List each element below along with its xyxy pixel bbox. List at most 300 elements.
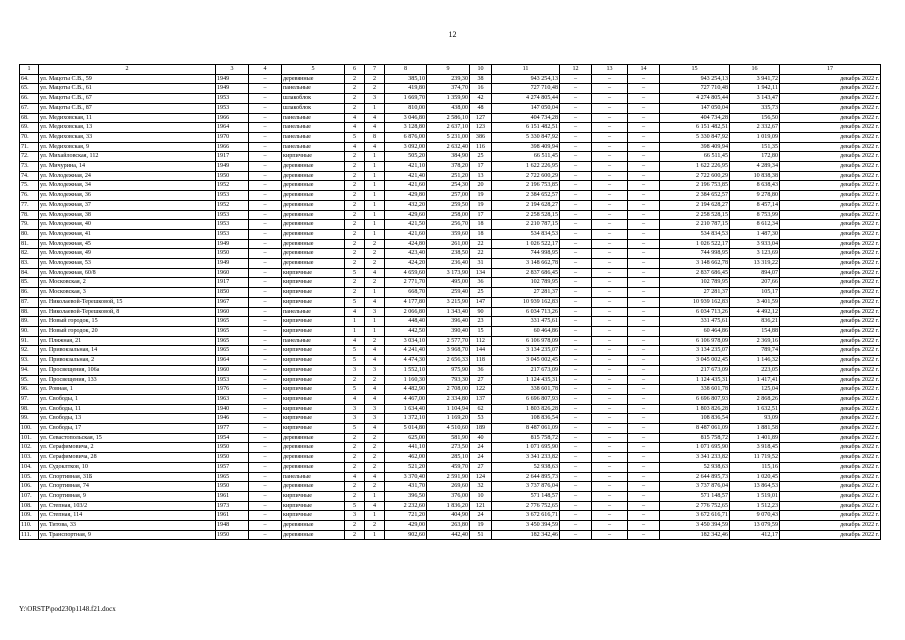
cell-deadline: декабрь 2022 г. xyxy=(780,259,881,269)
cell-living-area: 442,40 xyxy=(427,530,470,540)
cell-living-area: 263,80 xyxy=(427,521,470,531)
cell-residents: 18 xyxy=(470,229,492,239)
cell-col-14: – xyxy=(628,394,660,404)
cell-total-area: 423,40 xyxy=(385,249,427,259)
cell-deadline: декабрь 2022 г. xyxy=(780,385,881,395)
cell-residents: 31 xyxy=(470,259,492,269)
cell-cost-per-sqm: 1 519,01 xyxy=(730,491,780,501)
cell-row-number: 101. xyxy=(20,433,39,443)
cell-floors: 5 xyxy=(345,356,365,366)
cell-cost-total: 1 124 435,31 xyxy=(492,375,560,385)
cell-wall-material: деревянные xyxy=(282,521,345,531)
cell-col-12: – xyxy=(560,443,592,453)
cell-col-4: – xyxy=(249,414,282,424)
table-row xyxy=(20,521,881,531)
cell-cost-program: 147 050,04 xyxy=(660,103,730,113)
cell-entrances: 2 xyxy=(365,336,385,346)
cell-col-13: – xyxy=(592,307,628,317)
cell-cost-per-sqm: 1 146,32 xyxy=(730,356,780,366)
cell-cost-total: 6 696 807,93 xyxy=(492,394,560,404)
table-row xyxy=(20,336,881,346)
cell-floors: 2 xyxy=(345,74,365,84)
cell-wall-material: кирпичные xyxy=(282,414,345,424)
cell-residents: 22 xyxy=(470,249,492,259)
cell-address: ул. Спортивная, 9 xyxy=(39,491,216,501)
cell-cost-program: 2 644 895,73 xyxy=(660,472,730,482)
cell-residents: 40 xyxy=(470,433,492,443)
cell-deadline: декабрь 2022 г. xyxy=(780,356,881,366)
cell-row-number: 108. xyxy=(20,501,39,511)
cell-living-area: 374,70 xyxy=(427,84,470,94)
column-header-year-built: 3 xyxy=(216,65,249,75)
cell-total-area: 4 659,60 xyxy=(385,268,427,278)
cell-row-number: 66. xyxy=(20,94,39,104)
cell-cost-total: 6 151 482,51 xyxy=(492,123,560,133)
cell-row-number: 92. xyxy=(20,346,39,356)
cell-wall-material: панельные xyxy=(282,113,345,123)
cell-col-13: – xyxy=(592,239,628,249)
cell-cost-per-sqm: 1 942,11 xyxy=(730,84,780,94)
cell-address: ул. Титова, 33 xyxy=(39,521,216,531)
cell-row-number: 73. xyxy=(20,162,39,172)
cell-residents: 386 xyxy=(470,132,492,142)
cell-cost-per-sqm: 1 020,45 xyxy=(730,472,780,482)
cell-col-13: – xyxy=(592,453,628,463)
cell-col-13: – xyxy=(592,424,628,434)
cell-wall-material: деревянные xyxy=(282,433,345,443)
cell-cost-total: 6 034 713,26 xyxy=(492,307,560,317)
cell-entrances: 1 xyxy=(365,288,385,298)
cell-cost-total: 3 045 002,45 xyxy=(492,356,560,366)
cell-living-area: 3 968,70 xyxy=(427,346,470,356)
cell-residents: 127 xyxy=(470,113,492,123)
cell-address: ул. Николаевой-Терешковой, 15 xyxy=(39,297,216,307)
cell-living-area: 1 104,94 xyxy=(427,404,470,414)
cell-living-area: 236,40 xyxy=(427,259,470,269)
cell-cost-total: 10 939 162,83 xyxy=(492,297,560,307)
cell-row-number: 86. xyxy=(20,288,39,298)
cell-cost-program: 6 696 807,93 xyxy=(660,394,730,404)
cell-residents: 38 xyxy=(470,74,492,84)
cell-living-area: 1 343,40 xyxy=(427,307,470,317)
cell-cost-total: 1 071 695,90 xyxy=(492,443,560,453)
cell-col-4: – xyxy=(249,132,282,142)
cell-row-number: 84. xyxy=(20,268,39,278)
cell-col-13: – xyxy=(592,365,628,375)
cell-wall-material: деревянные xyxy=(282,200,345,210)
cell-cost-program: 5 330 847,92 xyxy=(660,132,730,142)
cell-residents: 15 xyxy=(470,326,492,336)
cell-col-14: – xyxy=(628,200,660,210)
cell-col-4: – xyxy=(249,113,282,123)
cell-cost-total: 2 194 628,27 xyxy=(492,200,560,210)
cell-cost-per-sqm: 8 638,43 xyxy=(730,181,780,191)
cell-cost-program: 6 034 713,26 xyxy=(660,307,730,317)
cell-year-built: 1953 xyxy=(216,375,249,385)
cell-deadline: декабрь 2022 г. xyxy=(780,336,881,346)
cell-row-number: 110. xyxy=(20,521,39,531)
cell-col-13: – xyxy=(592,482,628,492)
cell-floors: 2 xyxy=(345,433,365,443)
column-header-col-4: 4 xyxy=(249,65,282,75)
cell-deadline: декабрь 2022 г. xyxy=(780,113,881,123)
cell-col-4: – xyxy=(249,530,282,540)
cell-address: ул. Молодежная, 40 xyxy=(39,220,216,230)
cell-cost-per-sqm: 789,74 xyxy=(730,346,780,356)
cell-cost-total: 2 384 652,57 xyxy=(492,191,560,201)
cell-address: ул. Медиховская, 11 xyxy=(39,113,216,123)
cell-cost-per-sqm: 335,73 xyxy=(730,103,780,113)
cell-col-12: – xyxy=(560,511,592,521)
cell-address: ул. Московская, 3 xyxy=(39,288,216,298)
cell-residents: 62 xyxy=(470,404,492,414)
cell-year-built: 1960 xyxy=(216,307,249,317)
cell-residents: 19 xyxy=(470,200,492,210)
cell-deadline: декабрь 2022 г. xyxy=(780,220,881,230)
cell-wall-material: деревянные xyxy=(282,482,345,492)
cell-total-area: 385,10 xyxy=(385,74,427,84)
cell-total-area: 462,00 xyxy=(385,453,427,463)
cell-col-4: – xyxy=(249,404,282,414)
cell-total-area: 1 669,70 xyxy=(385,94,427,104)
cell-year-built: 1965 xyxy=(216,336,249,346)
cell-floors: 5 xyxy=(345,297,365,307)
cell-year-built: 1967 xyxy=(216,297,249,307)
cell-address: ул. Молодежная, 60/8 xyxy=(39,268,216,278)
cell-cost-per-sqm: 2 369,16 xyxy=(730,336,780,346)
cell-col-13: – xyxy=(592,385,628,395)
cell-cost-per-sqm: 1 417,41 xyxy=(730,375,780,385)
cell-living-area: 2 656,33 xyxy=(427,356,470,366)
cell-col-14: – xyxy=(628,462,660,472)
cell-cost-per-sqm: 3 918,45 xyxy=(730,443,780,453)
cell-col-14: – xyxy=(628,491,660,501)
cell-wall-material: кирпичные xyxy=(282,511,345,521)
cell-col-14: – xyxy=(628,103,660,113)
cell-col-14: – xyxy=(628,288,660,298)
cell-living-area: 376,00 xyxy=(427,491,470,501)
cell-residents: 25 xyxy=(470,288,492,298)
cell-living-area: 359,60 xyxy=(427,229,470,239)
table-row xyxy=(20,220,881,230)
cell-floors: 5 xyxy=(345,501,365,511)
cell-col-12: – xyxy=(560,152,592,162)
cell-col-12: – xyxy=(560,297,592,307)
cell-col-14: – xyxy=(628,123,660,133)
cell-cost-total: 3 134 235,07 xyxy=(492,346,560,356)
cell-row-number: 105. xyxy=(20,472,39,482)
cell-living-area: 2 632,40 xyxy=(427,142,470,152)
cell-col-4: – xyxy=(249,84,282,94)
table-row xyxy=(20,317,881,327)
cell-cost-per-sqm: 93,09 xyxy=(730,414,780,424)
cell-total-area: 3 128,80 xyxy=(385,123,427,133)
cell-col-14: – xyxy=(628,162,660,172)
cell-row-number: 68. xyxy=(20,113,39,123)
cell-col-4: – xyxy=(249,472,282,482)
cell-col-4: – xyxy=(249,307,282,317)
file-path-footer: Y:\ORSTP\pod230p1148.f21.docx xyxy=(19,605,116,613)
cell-col-4: – xyxy=(249,152,282,162)
cell-living-area: 3 173,90 xyxy=(427,268,470,278)
cell-col-12: – xyxy=(560,132,592,142)
cell-cost-program: 52 938,63 xyxy=(660,462,730,472)
cell-cost-program: 102 789,95 xyxy=(660,278,730,288)
cell-cost-per-sqm: 172,80 xyxy=(730,152,780,162)
cell-year-built: 1953 xyxy=(216,103,249,113)
cell-cost-per-sqm: 10 838,38 xyxy=(730,171,780,181)
cell-year-built: 1976 xyxy=(216,385,249,395)
cell-total-area: 521,20 xyxy=(385,462,427,472)
cell-living-area: 4 510,60 xyxy=(427,424,470,434)
cell-residents: 36 xyxy=(470,365,492,375)
cell-year-built: 1977 xyxy=(216,424,249,434)
cell-entrances: 1 xyxy=(365,171,385,181)
column-header-cost-program: 15 xyxy=(660,65,730,75)
cell-address: ул. Молодежная, 24 xyxy=(39,171,216,181)
cell-year-built: 1953 xyxy=(216,220,249,230)
cell-address: ул. Медиховская, 33 xyxy=(39,132,216,142)
cell-row-number: 83. xyxy=(20,259,39,269)
cell-floors: 2 xyxy=(345,162,365,172)
cell-wall-material: деревянные xyxy=(282,443,345,453)
cell-entrances: 2 xyxy=(365,482,385,492)
cell-address: ул. Степная, 114 xyxy=(39,511,216,521)
cell-cost-per-sqm: 1 881,58 xyxy=(730,424,780,434)
cell-year-built: 1961 xyxy=(216,491,249,501)
cell-col-4: – xyxy=(249,394,282,404)
table-row xyxy=(20,191,881,201)
cell-residents: 22 xyxy=(470,239,492,249)
cell-col-13: – xyxy=(592,152,628,162)
cell-living-area: 404,90 xyxy=(427,511,470,521)
column-header-col-13: 13 xyxy=(592,65,628,75)
cell-cost-program: 1 124 435,31 xyxy=(660,375,730,385)
cell-col-4: – xyxy=(249,521,282,531)
cell-year-built: 1917 xyxy=(216,152,249,162)
cell-cost-program: 534 834,53 xyxy=(660,229,730,239)
cell-col-13: – xyxy=(592,259,628,269)
column-header-residents: 10 xyxy=(470,65,492,75)
cell-row-number: 80. xyxy=(20,229,39,239)
table-row xyxy=(20,511,881,521)
cell-cost-program: 2 196 753,85 xyxy=(660,181,730,191)
table-row xyxy=(20,239,881,249)
cell-col-14: – xyxy=(628,414,660,424)
cell-address: ул. Николаевой-Терешковой, 8 xyxy=(39,307,216,317)
cell-living-area: 2 577,70 xyxy=(427,336,470,346)
cell-wall-material: деревянные xyxy=(282,462,345,472)
cell-cost-total: 3 450 394,59 xyxy=(492,521,560,531)
cell-living-area: 257,00 xyxy=(427,191,470,201)
cell-col-12: – xyxy=(560,171,592,181)
cell-cost-per-sqm: 9 278,80 xyxy=(730,191,780,201)
cell-cost-total: 338 601,78 xyxy=(492,385,560,395)
column-header-floors: 6 xyxy=(345,65,365,75)
cell-cost-total: 3 672 616,71 xyxy=(492,511,560,521)
cell-col-13: – xyxy=(592,200,628,210)
cell-col-14: – xyxy=(628,317,660,327)
cell-wall-material: деревянные xyxy=(282,162,345,172)
cell-col-14: – xyxy=(628,433,660,443)
table-row xyxy=(20,424,881,434)
cell-year-built: 1949 xyxy=(216,84,249,94)
cell-year-built: 1965 xyxy=(216,346,249,356)
cell-floors: 5 xyxy=(345,385,365,395)
cell-floors: 2 xyxy=(345,530,365,540)
cell-cost-total: 8 487 061,09 xyxy=(492,424,560,434)
table-row xyxy=(20,142,881,152)
cell-deadline: декабрь 2022 г. xyxy=(780,103,881,113)
cell-residents: 53 xyxy=(470,414,492,424)
cell-living-area: 254,30 xyxy=(427,181,470,191)
cell-total-area: 668,70 xyxy=(385,288,427,298)
cell-residents: 189 xyxy=(470,424,492,434)
cell-col-12: – xyxy=(560,521,592,531)
cell-col-12: – xyxy=(560,356,592,366)
cell-col-4: – xyxy=(249,191,282,201)
cell-col-13: – xyxy=(592,181,628,191)
cell-entrances: 1 xyxy=(365,530,385,540)
cell-entrances: 2 xyxy=(365,249,385,259)
cell-living-area: 581,90 xyxy=(427,433,470,443)
cell-entrances: 2 xyxy=(365,278,385,288)
cell-wall-material: кирпичные xyxy=(282,288,345,298)
cell-deadline: декабрь 2022 г. xyxy=(780,511,881,521)
cell-col-12: – xyxy=(560,191,592,201)
cell-col-12: – xyxy=(560,103,592,113)
cell-col-13: – xyxy=(592,462,628,472)
cell-entrances: 1 xyxy=(365,511,385,521)
cell-address: ул. Ровная, 1 xyxy=(39,385,216,395)
cell-col-13: – xyxy=(592,394,628,404)
cell-cost-program: 2 384 652,57 xyxy=(660,191,730,201)
cell-cost-total: 815 758,72 xyxy=(492,433,560,443)
cell-cost-per-sqm: 2 868,26 xyxy=(730,394,780,404)
cell-residents: 24 xyxy=(470,443,492,453)
table-row xyxy=(20,210,881,220)
cell-entrances: 3 xyxy=(365,94,385,104)
cell-col-4: – xyxy=(249,210,282,220)
column-header-wall-material: 5 xyxy=(282,65,345,75)
cell-deadline: декабрь 2022 г. xyxy=(780,414,881,424)
cell-wall-material: панельные xyxy=(282,472,345,482)
cell-row-number: 103. xyxy=(20,453,39,463)
cell-cost-per-sqm: 151,35 xyxy=(730,142,780,152)
cell-living-area: 261,00 xyxy=(427,239,470,249)
cell-cost-program: 3 045 002,45 xyxy=(660,356,730,366)
cell-cost-program: 398 409,94 xyxy=(660,142,730,152)
cell-col-12: – xyxy=(560,278,592,288)
cell-cost-total: 534 834,53 xyxy=(492,229,560,239)
cell-col-13: – xyxy=(592,142,628,152)
cell-floors: 4 xyxy=(345,113,365,123)
cell-living-area: 2 586,10 xyxy=(427,113,470,123)
cell-cost-total: 1 803 826,28 xyxy=(492,404,560,414)
cell-year-built: 1964 xyxy=(216,123,249,133)
column-header-col-12: 12 xyxy=(560,65,592,75)
cell-year-built: 1940 xyxy=(216,404,249,414)
cell-deadline: декабрь 2022 г. xyxy=(780,162,881,172)
cell-col-14: – xyxy=(628,278,660,288)
cell-col-14: – xyxy=(628,326,660,336)
cell-residents: 144 xyxy=(470,346,492,356)
cell-cost-total: 727 710,48 xyxy=(492,84,560,94)
cell-col-13: – xyxy=(592,317,628,327)
cell-residents: 121 xyxy=(470,501,492,511)
cell-deadline: декабрь 2022 г. xyxy=(780,268,881,278)
cell-address: ул. Свободы, 13 xyxy=(39,414,216,424)
cell-cost-total: 182 342,46 xyxy=(492,530,560,540)
cell-floors: 2 xyxy=(345,210,365,220)
cell-row-number: 82. xyxy=(20,249,39,259)
cell-cost-per-sqm: 894,07 xyxy=(730,268,780,278)
cell-residents: 24 xyxy=(470,511,492,521)
cell-col-4: – xyxy=(249,259,282,269)
cell-living-area: 2 708,00 xyxy=(427,385,470,395)
cell-col-13: – xyxy=(592,123,628,133)
cell-wall-material: панельные xyxy=(282,142,345,152)
cell-col-14: – xyxy=(628,142,660,152)
cell-row-number: 75. xyxy=(20,181,39,191)
cell-col-4: – xyxy=(249,297,282,307)
cell-wall-material: деревянные xyxy=(282,220,345,230)
table-row xyxy=(20,113,881,123)
cell-col-14: – xyxy=(628,152,660,162)
table-row xyxy=(20,268,881,278)
cell-wall-material: кирпичные xyxy=(282,491,345,501)
cell-col-4: – xyxy=(249,424,282,434)
cell-entrances: 2 xyxy=(365,521,385,531)
cell-col-14: – xyxy=(628,171,660,181)
cell-row-number: 89. xyxy=(20,317,39,327)
cell-address: ул. Молодежная, 53 xyxy=(39,259,216,269)
cell-wall-material: кирпичные xyxy=(282,385,345,395)
cell-floors: 2 xyxy=(345,181,365,191)
cell-year-built: 1963 xyxy=(216,394,249,404)
cell-col-14: – xyxy=(628,307,660,317)
cell-living-area: 1 836,20 xyxy=(427,501,470,511)
cell-col-14: – xyxy=(628,443,660,453)
cell-cost-program: 8 487 061,09 xyxy=(660,424,730,434)
cell-deadline: декабрь 2022 г. xyxy=(780,171,881,181)
cell-cost-per-sqm: 105,17 xyxy=(730,288,780,298)
cell-wall-material: кирпичные xyxy=(282,375,345,385)
cell-wall-material: деревянные xyxy=(282,181,345,191)
cell-col-13: – xyxy=(592,268,628,278)
cell-year-built: 1949 xyxy=(216,162,249,172)
cell-cost-total: 217 673,09 xyxy=(492,365,560,375)
cell-cost-program: 2 258 528,15 xyxy=(660,210,730,220)
cell-col-14: – xyxy=(628,249,660,259)
cell-col-4: – xyxy=(249,375,282,385)
cell-deadline: декабрь 2022 г. xyxy=(780,191,881,201)
table-row xyxy=(20,249,881,259)
cell-floors: 3 xyxy=(345,365,365,375)
cell-cost-total: 3 148 662,78 xyxy=(492,259,560,269)
cell-entrances: 2 xyxy=(365,443,385,453)
cell-residents: 116 xyxy=(470,142,492,152)
cell-deadline: декабрь 2022 г. xyxy=(780,326,881,336)
cell-entrances: 4 xyxy=(365,268,385,278)
cell-living-area: 2 637,10 xyxy=(427,123,470,133)
cell-col-4: – xyxy=(249,268,282,278)
cell-total-area: 505,20 xyxy=(385,152,427,162)
cell-wall-material: кирпичные xyxy=(282,346,345,356)
cell-col-13: – xyxy=(592,94,628,104)
cell-col-12: – xyxy=(560,462,592,472)
cell-row-number: 64. xyxy=(20,74,39,84)
